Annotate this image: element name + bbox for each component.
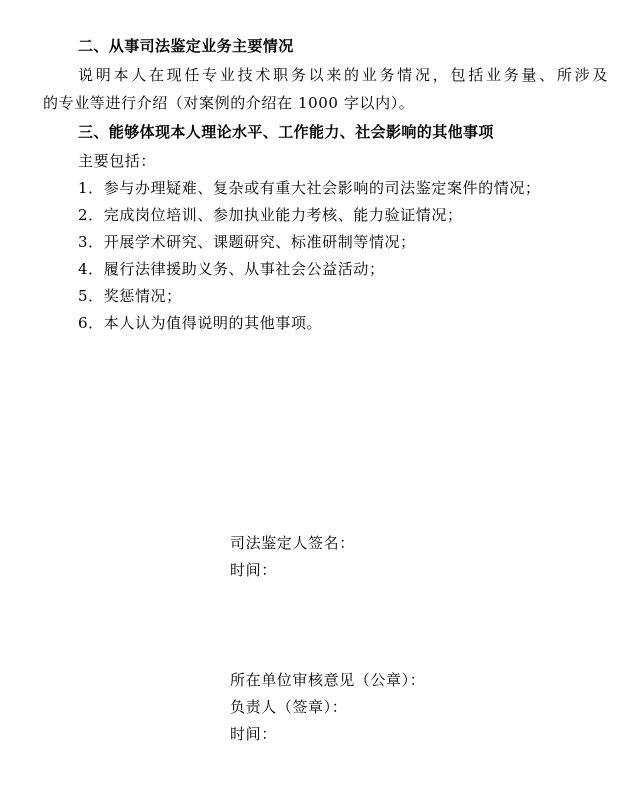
unit-review-opinion-label: 所在单位审核意见（公章）： — [230, 671, 426, 689]
list-item: 5．奖惩情况； — [78, 287, 182, 305]
section-2-heading: 二、从事司法鉴定业务主要情况 — [78, 37, 294, 55]
appraiser-signature-label: 司法鉴定人签名： — [230, 534, 355, 552]
section-2-paragraph-line-2: 的专业等进行介绍（对案例的介绍在 1000 字以内）。 — [43, 94, 415, 112]
list-item: 1．参与办理疑难、复杂或有重大社会影响的司法鉴定案件的情况； — [78, 179, 541, 197]
section-2-paragraph-line-1: 说明本人在现任专业技术职务以来的业务情况，包括业务量、所涉及 — [78, 66, 608, 84]
unit-review-time-label: 时间： — [230, 725, 277, 743]
list-item: 3．开展学术研究、课题研究、标准研制等情况； — [78, 233, 416, 251]
responsible-person-label: 负责人（签章）： — [230, 698, 348, 716]
list-item: 4．履行法律援助义务、从事社会公益活动； — [78, 260, 385, 278]
list-item: 6．本人认为值得说明的其他事项。 — [78, 314, 323, 332]
appraiser-time-label: 时间： — [230, 561, 277, 579]
section-3-heading: 三、能够体现本人理论水平、工作能力、社会影响的其他事项 — [78, 123, 494, 141]
list-item: 2．完成岗位培训、参加执业能力考核、能力验证情况； — [78, 206, 463, 224]
section-3-intro: 主要包括： — [78, 152, 157, 170]
